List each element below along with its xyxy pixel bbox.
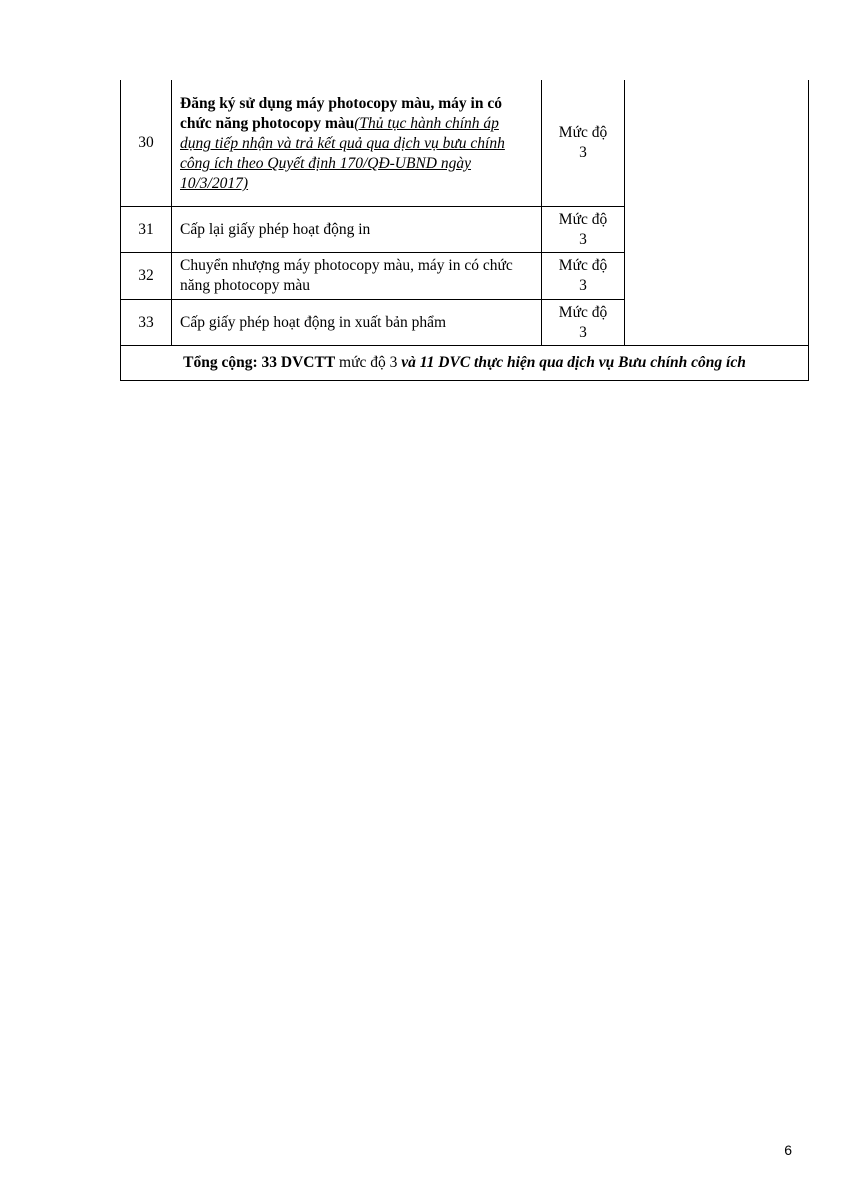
total-label: Tổng cộng: 33 DVCTT bbox=[183, 354, 336, 371]
page-number: 6 bbox=[784, 1142, 792, 1158]
row-number: 31 bbox=[121, 207, 172, 253]
total-postal: và 11 DVC thực hiện qua dịch vụ Bưu chính công ích bbox=[401, 354, 746, 371]
level-word: Mức độ bbox=[558, 303, 608, 321]
level-word: Mức độ bbox=[558, 257, 608, 274]
row-number: 30 bbox=[121, 80, 172, 207]
procedure-name: Cấp lại giấy phép hoạt động in bbox=[172, 207, 542, 253]
procedure-name: Chuyển nhượng máy photocopy màu, máy in có chức năng photocopy màu bbox=[172, 253, 542, 300]
service-level bbox=[542, 207, 625, 253]
service-level bbox=[542, 300, 625, 346]
service-level bbox=[542, 80, 625, 207]
level-number: 3 bbox=[579, 230, 587, 248]
level-word: Mức độ bbox=[558, 124, 608, 141]
level-word: Mức độ bbox=[558, 210, 608, 228]
level-number: 3 bbox=[579, 144, 587, 161]
table-row bbox=[121, 80, 809, 207]
procedures-table bbox=[120, 80, 809, 381]
level-number: 3 bbox=[579, 323, 587, 341]
procedure-note: (Thủ tục hành chính áp dụng tiếp nhận và trả kết quả qua dịch vụ bưu chính công ích theo Quyết định 170/QĐ-UBND ngày 10/3/2017) bbox=[180, 115, 505, 192]
service-level bbox=[542, 253, 625, 300]
total-level: mức độ 3 bbox=[335, 354, 402, 371]
row-number: 32 bbox=[121, 253, 172, 300]
row-number: 33 bbox=[121, 300, 172, 346]
procedure-name: Cấp giấy phép hoạt động in xuất bản phẩm bbox=[172, 300, 542, 346]
procedure-name bbox=[172, 80, 542, 207]
total-cell bbox=[121, 346, 809, 381]
total-row bbox=[121, 346, 809, 381]
procedure-name-bold: Đăng ký sử dụng máy photocopy màu, máy in có chức năng photocopy màu bbox=[180, 95, 502, 132]
empty-merged-cell bbox=[625, 80, 809, 346]
level-number: 3 bbox=[579, 277, 587, 294]
